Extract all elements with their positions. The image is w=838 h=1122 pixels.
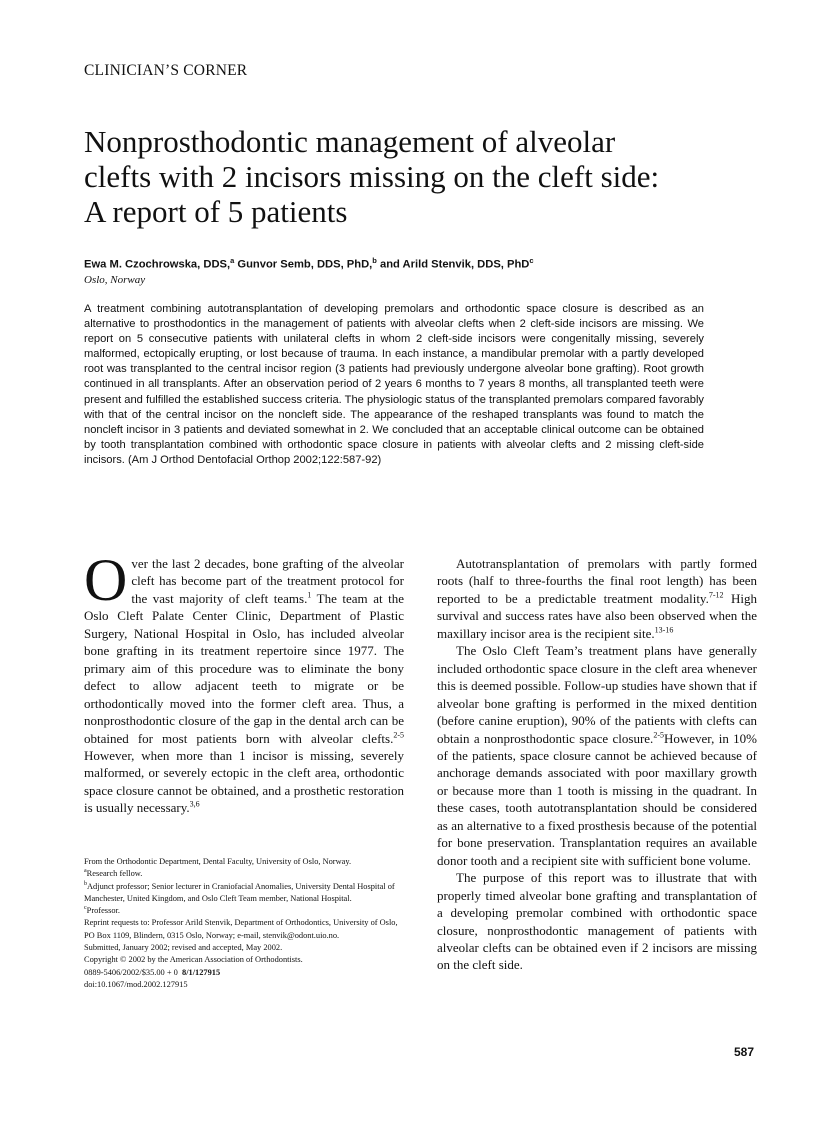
citation-ref: 2-5 — [393, 730, 404, 740]
paragraph-4: The purpose of this report was to illustrate that with properly timed alveolar bone grafting and transplantation of a developing premolar combined with orthodontic space closure, nonprosthodontic management of patients with alveolar clefts can be obtained even if 2 incisors are missing on the cleft side. — [437, 870, 757, 973]
paragraph-1 — [84, 547, 404, 817]
author-1-sup: a — [230, 256, 235, 265]
footnote-reprint: Reprint requests to: Professor Arild Stenvik, Department of Orthodontics, University of Oslo, PO Box 1109, Blindern, 0315 Oslo, Norway; e-mail, stenvik@odont.uio.no. — [84, 918, 398, 940]
footnote-c: $^c$Professor. — [84, 905, 120, 916]
paragraph-2 — [437, 555, 757, 642]
p3-text-b: However, in 10% of the patients, space closure cannot be achieved because of anchorage demands associated with poor maxillary growth or because more than 1 tooth is missing in the quadrant. In these cases, tooth autotransplantation should be considered as an alternative to a fixed prosthesis because of the potential for bone preservation. Transplantation requires an available donor tooth and a recipient site with sufficient bone volume. — [437, 730, 757, 868]
section-label: CLINICIAN’S CORNER — [84, 62, 248, 79]
abstract: A treatment combining autotransplantation of developing premolars and orthodontic space closure is described as an alternative to prosthodontics in the management of patients with alveolar clefts when 2 cleft-side incisors are missing. We report on 5 consecutive patients with unilateral clefts in whom 2 cleft-side incisors were congenitally missing, severely malformed, ectopically erupting, or lost because of trauma. In each instance, a mandibular premolar with a partly developed root was transplanted to the central incisor region (3 patients had previously undergone alveolar bone grafting). Root growth continued in all transplants. After an observation period of 2 years 6 months to 7 years 8 months, all transplanted teeth were present and fulfilled the established success criteria. The physiologic status of the transplanted premolars compared favorably with that of the central incisor on the noncleft side. The appearance of the reshaped transplants was found to match the noncleft incisor in 3 patients and deviated somewhat in 2. We concluded that an acceptable clinical outcome can be obtained by tooth transplantation combined with orthodontic space closure in patients with alveolar clefts and 2 missing cleft-side incisors. (Am J Orthod Dentofacial Orthop 2002;122:587-92) — [84, 303, 704, 466]
p1-text-b: The team at the Oslo Cleft Palate Center Clinic, Department of Plastic Surgery, National Hospital in Oslo, has included alveolar bone grafting in its treatment repertoire since 1977. The primary aim of this procedure was to eliminate the bony defect to allow adjacent teeth to migrate or be orthodontically moved into the former cleft area. Thus, a nonprosthodontic closure of the gap in the dental arch can be obtained for most patients born with alveolar clefts. — [84, 590, 404, 746]
author-2-sup: b — [372, 256, 377, 265]
citation-ref: 7-12 — [708, 590, 724, 600]
body-column-left — [84, 547, 404, 817]
p1-text-a: ver the last 2 decades, bone grafting of the alveolar cleft has become part of the treatment protocol for the vast majority of cleft teams. — [131, 556, 404, 606]
footnote-doi: doi:10.1067/mod.2002.127915 — [84, 979, 188, 989]
citation-ref: 1 — [307, 590, 312, 600]
page-number: 587 — [733, 1045, 754, 1059]
footnote-affiliation: From the Orthodontic Department, Dental Faculty, University of Oslo, Norway. — [84, 857, 352, 866]
title-line-2: clefts with 2 incisors missing on the cleft side: — [84, 159, 660, 194]
footnote-issn: 0889-5406/2002/$35.00 + 0 8/1/127915 — [84, 967, 221, 977]
p1-text-c: However, when more than 1 incisor is missing, severely malformed, or severely ectopic in the cleft area, orthodontic space closure cannot be obtained, and a prosthetic restoration is usually necessary. — [84, 747, 404, 816]
citation-ref: 13-16 — [654, 625, 674, 635]
drop-cap: O — [84, 547, 128, 613]
footnote-copyright: Copyright © 2002 by the American Association of Orthodontists. — [84, 955, 303, 965]
footnote-a: $^a$Research fellow. — [84, 868, 143, 879]
citation-ref: 3,6 — [189, 800, 200, 810]
author-1: Ewa M. Czochrowska, DDS, — [84, 258, 231, 271]
citation-ref: 2-5 — [653, 730, 664, 740]
title-line-3: A report of 5 patients — [84, 194, 348, 229]
author-3-sup: c — [529, 256, 534, 265]
p2-text-b: High survival and success rates have also been observed when the maxillary incisor area is the recipient site. — [437, 590, 758, 641]
p2-text-a: Autotransplantation of premolars with partly formed roots (half to three-fourths the final root length) has been reported to be a predictable treatment modality. — [437, 556, 757, 606]
article-title — [84, 124, 784, 229]
p3-text-a: The Oslo Cleft Team’s treatment plans have generally included orthodontic space closure in the cleft area whenever this is deemed possible. Follow-up studies have shown that if alveolar bone grafting is performed in the mixed dentition (before canine eruption), 90% of the patients with clefts can obtain a nonprosthodontic space closure. — [437, 643, 757, 746]
title-line-1: Nonprosthodontic management of alveolar — [84, 124, 616, 159]
body-column-right — [437, 555, 757, 974]
paragraph-3 — [437, 642, 757, 869]
footnote-submitted: Submitted, January 2002; revised and accepted, May 2002. — [84, 943, 283, 953]
author-list — [84, 256, 534, 271]
author-3: and Arild Stenvik, DDS, PhD — [379, 258, 530, 271]
footnotes — [84, 856, 404, 991]
author-location: Oslo, Norway — [84, 274, 146, 286]
author-2: Gunvor Semb, DDS, PhD, — [237, 258, 373, 271]
footnote-b: $^b$Adjunct professor; Senior lecturer in Craniofacial Anomalies, University Dental Hospital of Manchester, United Kingdom, and Oslo Cleft Team member, National Hospital. — [84, 880, 395, 903]
